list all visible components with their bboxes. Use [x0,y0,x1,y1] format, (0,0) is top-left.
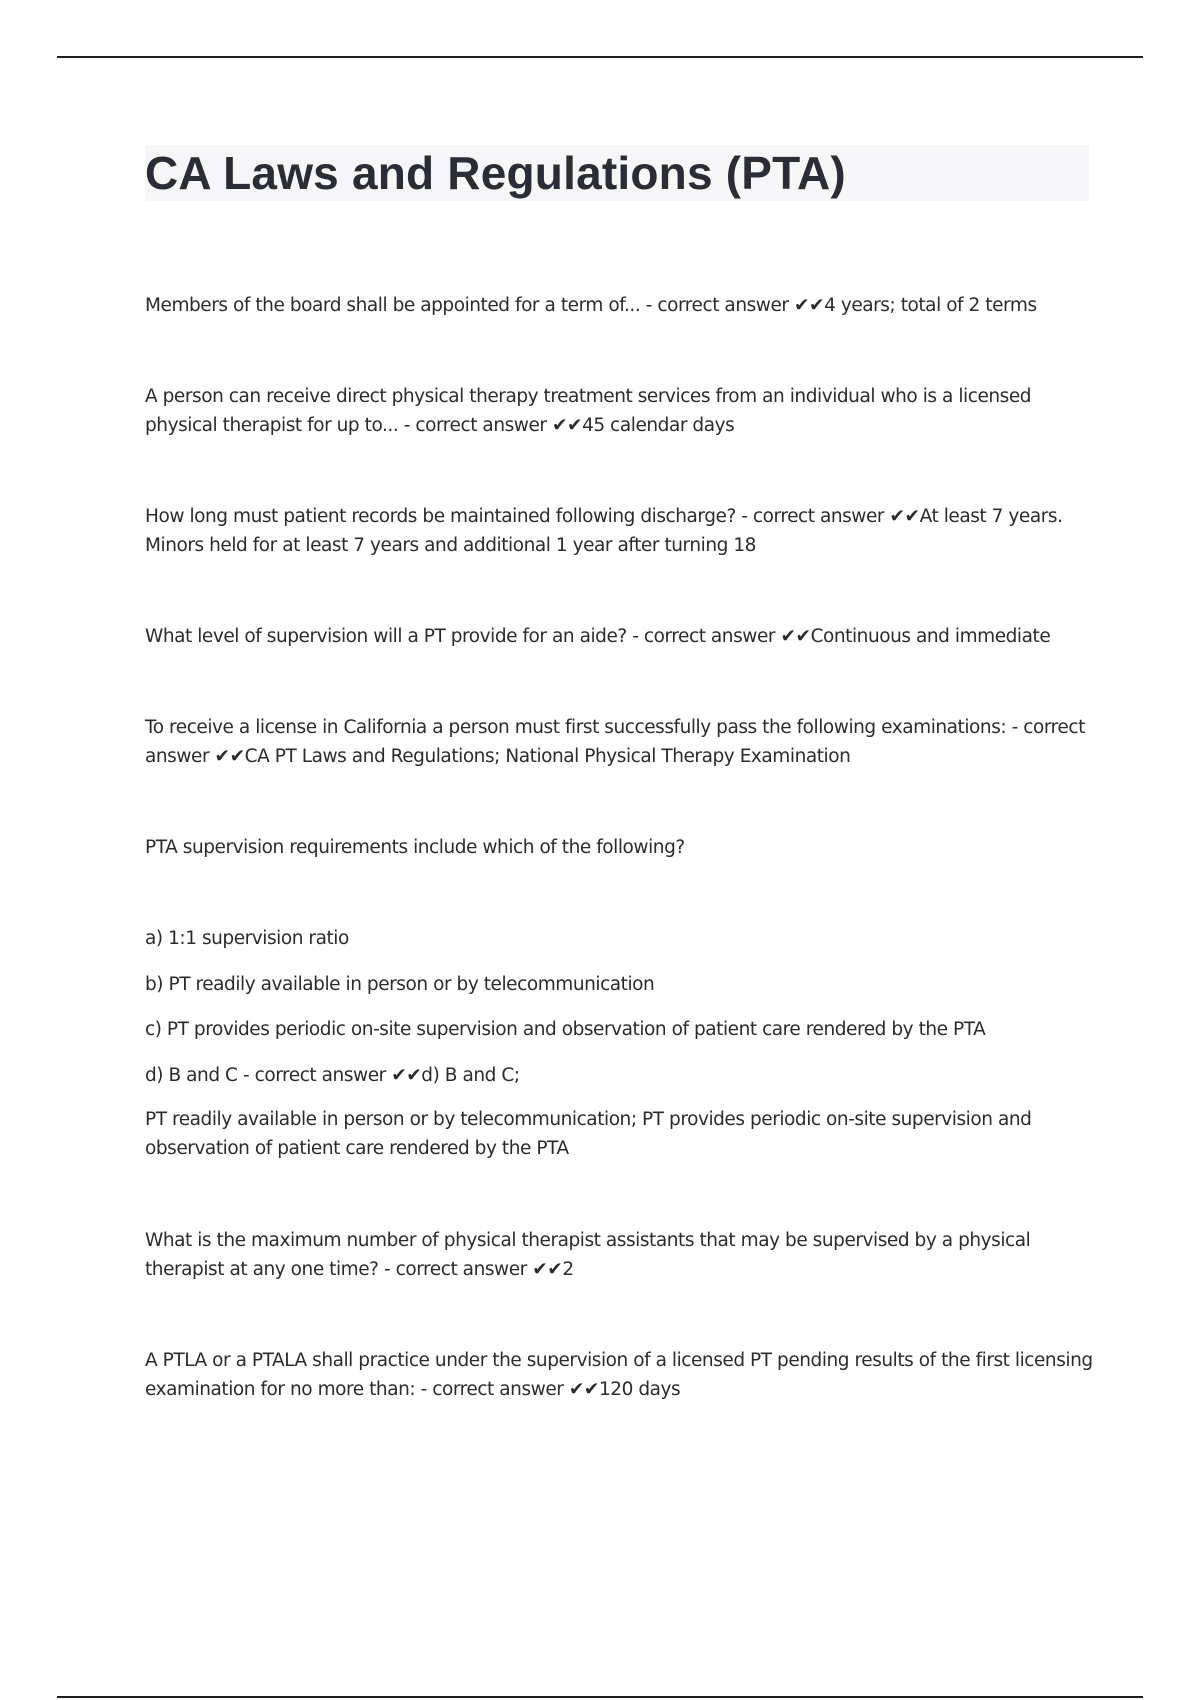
qa-option-a: a) 1:1 supervision ratio [145,928,349,949]
qa-pta-supervision-question: PTA supervision requirements include which of the following? [145,837,685,858]
qa-board-term: Members of the board shall be appointed for a term of... - correct answer ✔✔4 years; total of 2 terms [145,295,1037,316]
qa-ptla-practice-limit: A PTLA or a PTALA shall practice under the supervision of a licensed PT pending results of the first licensing examination for no more than: - correct answer ✔✔120 days [145,1350,1093,1400]
qa-option-c: c) PT provides periodic on-site supervision and observation of patient care rendered by the PTA [145,1019,986,1040]
qa-max-pta-ratio: What is the maximum number of physical therapist assistants that may be supervised by a physical therapist at any one time? - correct answer ✔✔2 [145,1230,1031,1280]
qa-record-retention: How long must patient records be maintained following discharge? - correct answer ✔✔At least 7 years. Minors held for at least 7 years and additional 1 year after turning 18 [145,506,1063,556]
qa-option-d-explanation: PT readily available in person or by telecommunication; PT provides periodic on-site supervision and observation of patient care rendered by the PTA [145,1109,1032,1159]
qa-license-exams: To receive a license in California a person must first successfully pass the following examinations: - correct answer ✔✔CA PT Laws and Regulations; National Physical Therapy Examination [145,717,1085,767]
bottom-divider [57,1696,1143,1698]
qa-aide-supervision: What level of supervision will a PT provide for an aide? - correct answer ✔✔Continuous and immediate [145,626,1051,647]
document-title: CA Laws and Regulations (PTA) [145,147,846,199]
qa-direct-access-days: A person can receive direct physical therapy treatment services from an individual who is a licensed physical therapist for up to... - correct answer ✔✔45 calendar days [145,386,1032,436]
qa-option-b: b) PT readily available in person or by telecommunication [145,974,655,995]
top-divider [57,56,1143,58]
qa-option-d-answer: d) B and C - correct answer ✔✔d) B and C; [145,1065,520,1086]
title-banner [145,145,1089,201]
